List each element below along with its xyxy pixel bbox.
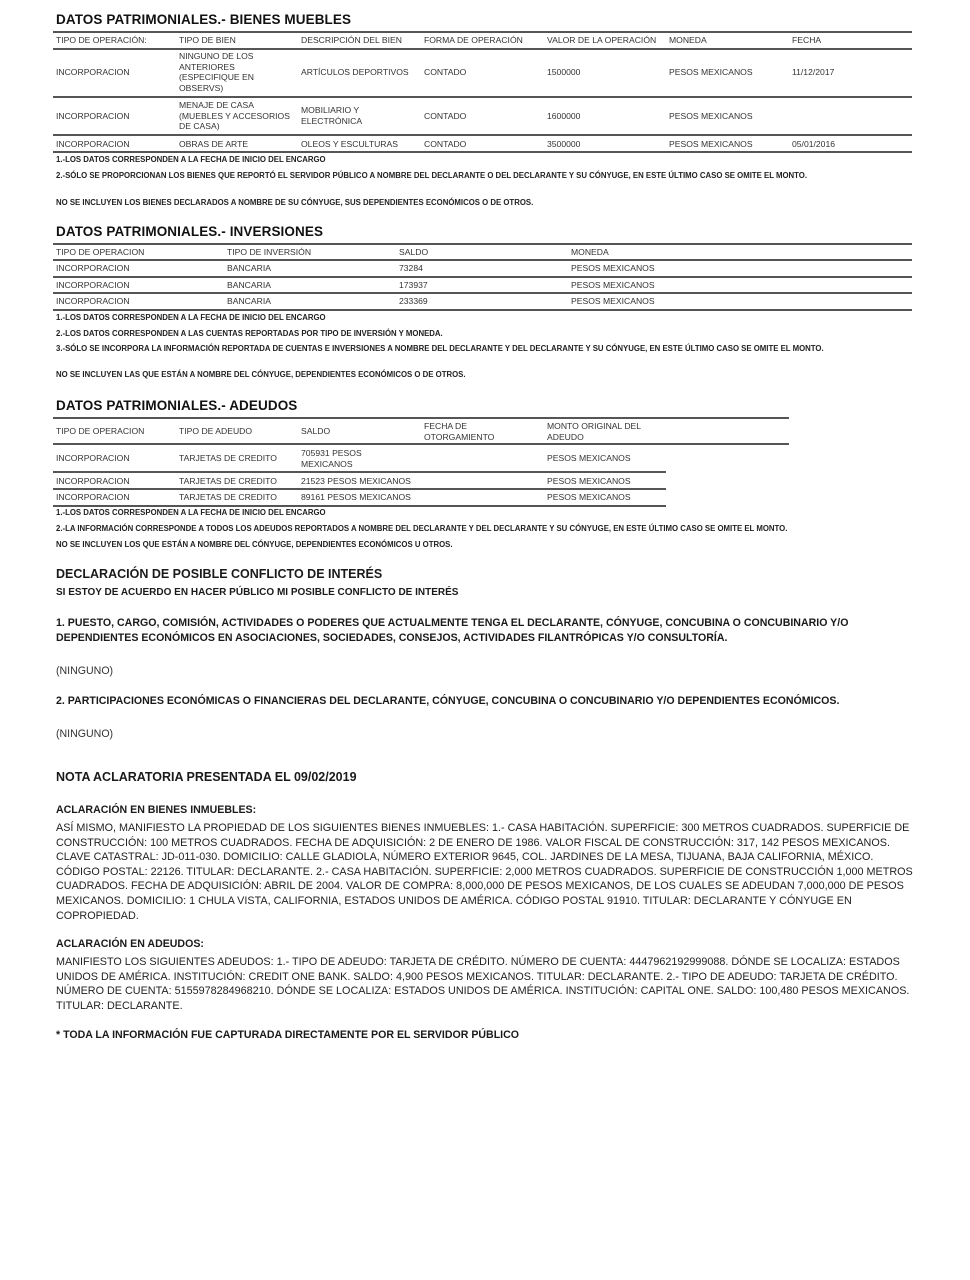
table-rule [53, 292, 912, 294]
table-rule [53, 31, 912, 33]
clarification-note-title: NOTA ACLARATORIA PRESENTADA EL 09/02/2019 [56, 770, 357, 784]
column-header: MONEDA [669, 35, 707, 45]
footnote: 2.-LA INFORMACIÓN CORRESPONDE A TODOS LOS ADEUDOS REPORTADOS A NOMBRE DEL DECLARANTE Y DEL DECLARANTE Y SU CÓNYUGE, EN ESTE ÚLTIMO CASO SE OMITE EL MONTO. [56, 524, 788, 533]
conflict-subtitle: SI ESTOY DE ACUERDO EN HACER PÚBLICO MI POSIBLE CONFLICTO DE INTERÉS [56, 587, 459, 598]
footnote: 1.-LOS DATOS CORRESPONDEN A LA FECHA DE INICIO DEL ENCARGO [56, 155, 326, 164]
cell-monto-original: PESOS MEXICANOS [547, 476, 631, 486]
clarification-inmuebles-title: ACLARACIÓN EN BIENES INMUEBLES: [56, 804, 257, 816]
footnote: 2.-SÓLO SE PROPORCIONAN LOS BIENES QUE REPORTÓ EL SERVIDOR PÚBLICO A NOMBRE DEL DECLARANTE O DEL DECLARANTE Y SU CÓNYUGE, EN ESTE ÚLTIMO CASO SE OMITE EL MONTO. [56, 171, 808, 180]
column-header: FECHA DE OTORGAMIENTO [424, 421, 495, 442]
column-header: TIPO DE OPERACION [56, 247, 145, 257]
column-header: FECHA [792, 35, 822, 45]
footnote: 3.-SÓLO SE INCORPORA LA INFORMACIÓN REPORTADA DE CUENTAS E INVERSIONES A NOMBRE DEL DECLARANTE Y DEL DECLARANTE Y SU CÓNYUGE, EN ESTE ÚLTIMO CASO SE OMITE EL MONTO. [56, 344, 824, 353]
cell-tipo-inversion: BANCARIA [227, 296, 271, 306]
cell-saldo: 89161 PESOS MEXICANOS [301, 492, 411, 502]
cell-valor: 1500000 [547, 67, 581, 77]
cell-tipo-operacion: INCORPORACION [56, 263, 130, 273]
cell-tipo-operacion: INCORPORACION [56, 67, 130, 77]
column-header: TIPO DE OPERACIÓN: [56, 35, 147, 45]
table-rule [53, 309, 912, 311]
cell-saldo: 233369 [399, 296, 428, 306]
table-rule [53, 505, 666, 507]
conflict-question-1: 1. PUESTO, CARGO, COMISIÓN, ACTIVIDADES O PODERES QUE ACTUALMENTE TENGA EL DECLARANTE, CÓNYUGE, CONCUBINA O CONCUBINARIO Y/O DEPENDIENTES ECONÓMICOS EN ASOCIACIONES, SOCIEDADES, CONSEJOS, ACTIVIDADES FILANTRÓPICAS Y/O CONSULTORÍA. [56, 617, 849, 644]
table-rule [53, 243, 912, 245]
cell-forma-operacion: CONTADO [424, 111, 467, 121]
conflict-title: DECLARACIÓN DE POSIBLE CONFLICTO DE INTERÉS [56, 567, 383, 581]
cell-tipo-operacion: INCORPORACION [56, 453, 130, 463]
cell-fecha: 11/12/2017 [792, 67, 835, 77]
table-rule [53, 488, 666, 490]
conflict-answer-2: (NINGUNO) [56, 728, 114, 740]
cell-moneda: PESOS MEXICANOS [669, 111, 753, 121]
cell-moneda: PESOS MEXICANOS [669, 139, 753, 149]
cell-tipo-adeudo: TARJETAS DE CREDITO [179, 453, 277, 463]
cell-saldo: 173937 [399, 280, 428, 290]
column-header: FORMA DE OPERACIÓN [424, 35, 523, 45]
clarification-adeudos-text: MANIFIESTO LOS SIGUIENTES ADEUDOS: 1.- TIPO DE ADEUDO: TARJETA DE CRÉDITO. NÚMERO DE CUENTA: 4447962192999088. DÓNDE SE LOCALIZA: ESTADOS UNIDOS DE AMÉRICA. INSTITUCIÓN: CREDIT ONE BANK. SALDO: 4,900 PESOS MEXICANOS. TITULAR: DECLARANTE. 2.- TIPO DE ADEUDO: TARJETA DE CRÉDITO. NÚMERO DE CUENTA: 5155978284968210. DÓNDE SE LOCALIZA: ESTADOS UNIDOS DE AMÉRICA. INSTITUCIÓN: CAPITAL ONE. SALDO: 100,480 PESOS MEXICANOS. TITULAR: DECLARANTE. [56, 956, 910, 1012]
column-header: VALOR DE LA OPERACIÓN [547, 35, 657, 45]
cell-valor: 1600000 [547, 111, 581, 121]
cell-descripcion: OLEOS Y ESCULTURAS [301, 139, 398, 149]
cell-descripcion: ARTÍCULOS DEPORTIVOS [301, 67, 409, 77]
section-title-adeudos: DATOS PATRIMONIALES.- ADEUDOS [56, 398, 298, 413]
table-rule [53, 276, 912, 278]
column-header: MONTO ORIGINAL DEL ADEUDO [547, 421, 641, 442]
cell-monto-original: PESOS MEXICANOS [547, 453, 631, 463]
column-header: TIPO DE INVERSIÓN [227, 247, 312, 257]
cell-saldo: 73284 [399, 263, 423, 273]
cell-tipo-operacion: INCORPORACION [56, 296, 130, 306]
cell-tipo-adeudo: TARJETAS DE CREDITO [179, 492, 277, 502]
conflict-answer-1: (NINGUNO) [56, 665, 114, 677]
table-rule [53, 417, 789, 419]
cell-tipo-inversion: BANCARIA [227, 280, 271, 290]
clarification-inmuebles-text: ASÍ MISMO, MANIFIESTO LA PROPIEDAD DE LOS SIGUIENTES BIENES INMUEBLES: 1.- CASA HABITACIÓN. SUPERFICIE: 300 METROS CUADRADOS. SUPERFICIE DE CONSTRUCCIÓN: 100 METROS CUADRADOS. FECHA DE ADQUISICIÓN: 2 DE ENERO DE 1986. VALOR FISCAL DE CONSTRUCCIÓN: 317, 142 PESOS MEXICANOS. CLAVE CATASTRAL: JD-011-030. DOMICILIO: CALLE GLADIOLA, NÚMERO EXTERIOR 9645, COL. JARDINES DE LA MESA, TIJUANA, BAJA CALIFORNIA, MÉXICO. CÓDIGO POSTAL: 22126. TITULAR: DECLARANTE. 2.- CASA HABITACIÓN. SUPERFICIE: 2,000 METROS CUADRADOS. SUPERFICIE DE CONSTRUCCIÓN 1,000 METROS CUADRADOS. FECHA DE ADQUISICIÓN: ABRIL DE 2004. VALOR DE COMPRA: 8,000,000 DE PESOS MEXICANOS, DE LOS CUALES SE ADEUDAN 7,000,000 DE PESOS MEXICANOS. DOMICILIO: 1 CHULA VISTA, CALIFORNIA, ESTADOS UNIDOS DE AMÉRICA. CÓDIGO POSTAL 91910. TITULAR: DECLARANTE Y CÓNYUGE EN COPROPIEDAD. [56, 822, 913, 922]
cell-tipo-operacion: INCORPORACION [56, 476, 130, 486]
cell-tipo-bien: MENAJE DE CASA (MUEBLES Y ACCESORIOS DE CASA) [179, 100, 290, 131]
cell-valor: 3500000 [547, 139, 581, 149]
cell-tipo-bien: OBRAS DE ARTE [179, 139, 249, 149]
cell-saldo: 21523 PESOS MEXICANOS [301, 476, 411, 486]
cell-tipo-operacion: INCORPORACION [56, 492, 130, 502]
column-header: SALDO [399, 247, 429, 257]
table-rule [53, 48, 912, 50]
cell-tipo-adeudo: TARJETAS DE CREDITO [179, 476, 277, 486]
table-rule [53, 96, 912, 98]
cell-forma-operacion: CONTADO [424, 67, 467, 77]
table-rule [53, 443, 789, 445]
cell-monto-original: PESOS MEXICANOS [547, 492, 631, 502]
column-header: MONEDA [571, 247, 609, 257]
cell-saldo: 705931 PESOS MEXICANOS [301, 448, 362, 469]
column-header: SALDO [301, 426, 331, 436]
cell-forma-operacion: CONTADO [424, 139, 467, 149]
footer-disclaimer: * TODA LA INFORMACIÓN FUE CAPTURADA DIRECTAMENTE POR EL SERVIDOR PÚBLICO [56, 1029, 519, 1041]
column-header: TIPO DE OPERACION [56, 426, 145, 436]
cell-tipo-operacion: INCORPORACION [56, 280, 130, 290]
footnote: NO SE INCLUYEN LOS QUE ESTÁN A NOMBRE DEL CÓNYUGE, DEPENDIENTES ECONÓMICOS U OTROS. [56, 540, 453, 549]
footnote: NO SE INCLUYEN LAS QUE ESTÁN A NOMBRE DEL CÓNYUGE, DEPENDIENTES ECONÓMICOS O DE OTROS. [56, 370, 466, 379]
cell-tipo-inversion: BANCARIA [227, 263, 271, 273]
cell-tipo-bien: NINGUNO DE LOS ANTERIORES (ESPECIFIQUE EN OBSERVS) [179, 51, 254, 93]
footnote: NO SE INCLUYEN LOS BIENES DECLARADOS A NOMBRE DE SU CÓNYUGE, SUS DEPENDIENTES ECONÓMICOS O DE OTROS. [56, 198, 534, 207]
footnote: 2.-LOS DATOS CORRESPONDEN A LAS CUENTAS REPORTADAS POR TIPO DE INVERSIÓN Y MONEDA. [56, 329, 443, 338]
cell-moneda: PESOS MEXICANOS [669, 67, 753, 77]
cell-tipo-operacion: INCORPORACION [56, 111, 130, 121]
cell-moneda: PESOS MEXICANOS [571, 296, 655, 306]
cell-moneda: PESOS MEXICANOS [571, 280, 655, 290]
table-rule [53, 151, 912, 153]
cell-descripcion: MOBILIARIO Y ELECTRÓNICA [301, 105, 363, 126]
column-header: TIPO DE BIEN [179, 35, 236, 45]
column-header: DESCRIPCIÓN DEL BIEN [301, 35, 402, 45]
conflict-question-2: 2. PARTICIPACIONES ECONÓMICAS O FINANCIERAS DEL DECLARANTE, CÓNYUGE, CONCUBINA O CONCUBINARIO Y/O DEPENDIENTES ECONÓMICOS. [56, 695, 840, 707]
clarification-adeudos-title: ACLARACIÓN EN ADEUDOS: [56, 938, 204, 950]
cell-tipo-operacion: INCORPORACION [56, 139, 130, 149]
table-rule [53, 259, 912, 261]
cell-moneda: PESOS MEXICANOS [571, 263, 655, 273]
footnote: 1.-LOS DATOS CORRESPONDEN A LA FECHA DE INICIO DEL ENCARGO [56, 508, 326, 517]
column-header: TIPO DE ADEUDO [179, 426, 253, 436]
section-title-bienes-muebles: DATOS PATRIMONIALES.- BIENES MUEBLES [56, 12, 352, 27]
table-rule [53, 471, 666, 473]
section-title-inversiones: DATOS PATRIMONIALES.- INVERSIONES [56, 224, 324, 239]
cell-fecha: 05/01/2016 [792, 139, 836, 149]
footnote: 1.-LOS DATOS CORRESPONDEN A LA FECHA DE INICIO DEL ENCARGO [56, 313, 326, 322]
table-rule [53, 134, 912, 136]
